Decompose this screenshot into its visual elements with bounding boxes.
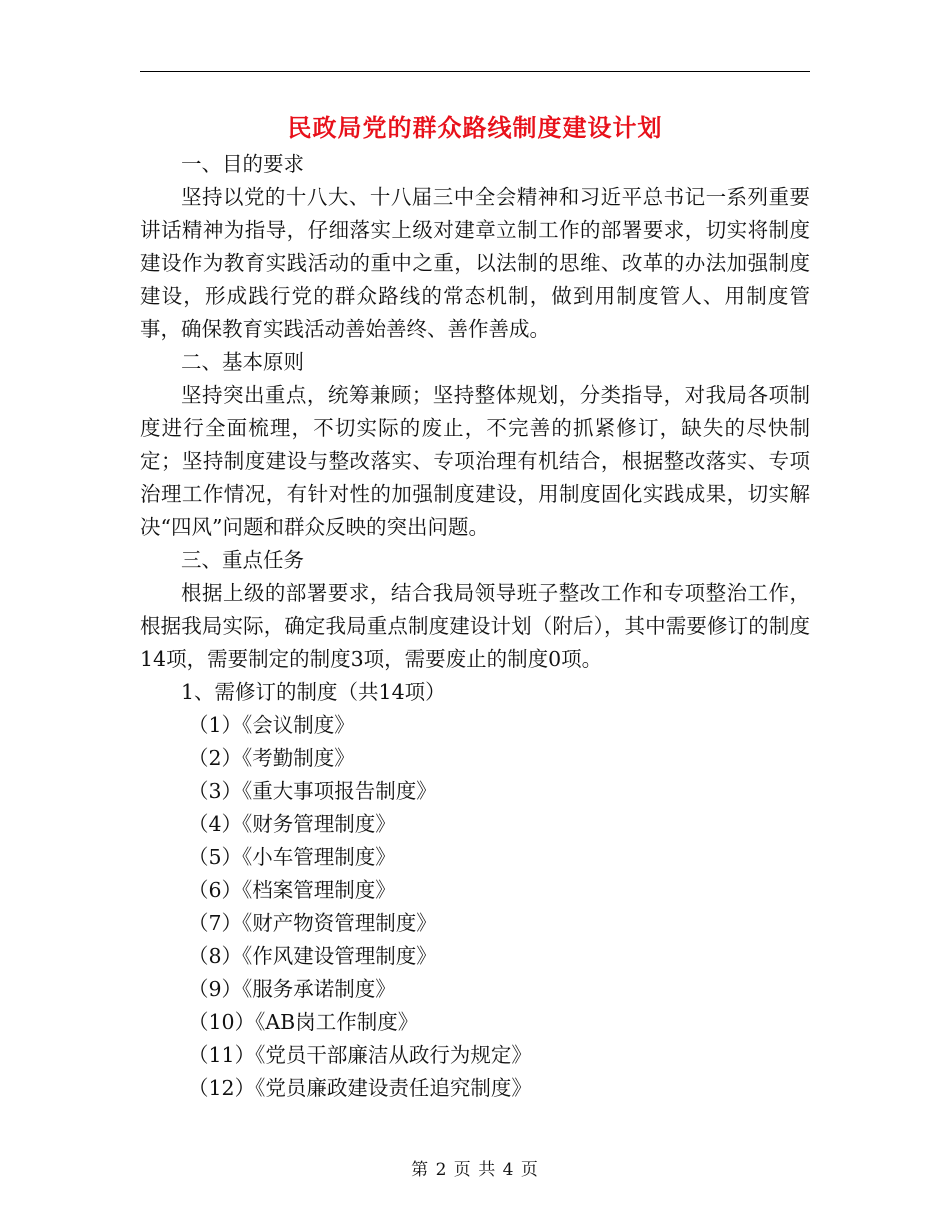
list-item: （11）《党员干部廉洁从政行为规定》 [188, 1043, 532, 1067]
list-item: （12）《党员廉政建设责任追究制度》 [188, 1076, 532, 1100]
list-item: （8）《作风建设管理制度》 [188, 944, 437, 968]
list-item: （5）《小车管理制度》 [188, 845, 396, 869]
list-item: （4）《财务管理制度》 [188, 812, 396, 836]
revision-list [140, 709, 810, 1105]
section-paragraph-2: 坚持突出重点，统筹兼顾；坚持整体规划，分类指导，对我局各项制度进行全面梳理，不切实际的废止，不完善的抓紧修订，缺失的尽快制定；坚持制度建设与整改落实、专项治理有机结合，根据整改落实、专项治理工作情况，有针对性的加强制度建设，用制度固化实践成果，切实解决“四风”问题和群众反映的突出问题。 [140, 383, 810, 539]
document-title: 民政局党的群众路线制度建设计划 [287, 113, 663, 142]
list-item: （6）《档案管理制度》 [188, 878, 396, 902]
list-item: （2）《考勤制度》 [188, 746, 355, 770]
list-item: （9）《服务承诺制度》 [188, 977, 396, 1001]
section-paragraph-3: 根据上级的部署要求，结合我局领导班子整改工作和专项整治工作，根据我局实际，确定我局重点制度建设计划（附后），其中需要修订的制度14项，需要制定的制度3项，需要废止的制度0项。 [140, 581, 810, 671]
section-paragraph-1: 坚持以党的十八大、十八届三中全会精神和习近平总书记一系列重要讲话精神为指导，仔细落实上级对建章立制工作的部署要求，切实将制度建设作为教育实践活动的重中之重，以法制的思维、改革的办法加强制度建设，形成践行党的群众路线的常态机制，做到用制度管人、用制度管事，确保教育实践活动善始善终、善作善成。 [140, 185, 810, 341]
section-heading-2: 二、基本原则 [181, 350, 304, 374]
header-rule [140, 71, 810, 72]
section-heading-1: 一、目的要求 [181, 152, 304, 176]
document-body [140, 148, 810, 1105]
list-item: （7）《财产物资管理制度》 [188, 911, 437, 935]
list-item: （3）《重大事项报告制度》 [188, 779, 437, 803]
section-heading-3: 三、重点任务 [181, 548, 304, 572]
list-item: （10）《AB岗工作制度》 [188, 1010, 419, 1034]
list-item: （1）《会议制度》 [188, 713, 355, 737]
page-footer: 第 2 页 共 4 页 [411, 1160, 539, 1180]
subsection-heading-1: 1、需修订的制度（共14项） [181, 680, 446, 704]
